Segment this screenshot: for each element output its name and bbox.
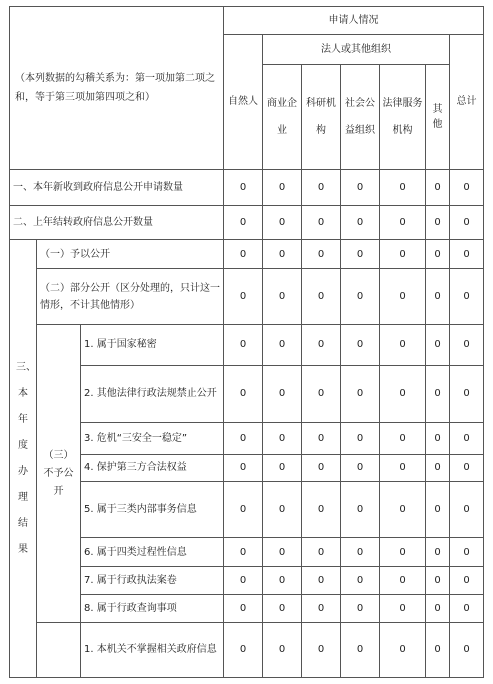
cell-value: 0 [224,325,263,365]
header-note: （本列数据的勾稽关系为：第一项加第二项之和，等于第三项加第四项之和） [10,7,224,170]
cell-value: 0 [450,240,484,269]
table-row [10,622,484,677]
cell-value: 0 [302,422,341,454]
cell-value: 0 [426,422,450,454]
table-row [10,454,484,481]
cell-value: 0 [426,482,450,538]
cell-value: 0 [380,538,426,567]
row-label: 1. 属于国家秘密 [81,325,224,365]
table-row [10,567,484,594]
disclosure-statistics-table [9,6,484,678]
cell-value: 0 [263,365,302,422]
cell-value: 0 [224,482,263,538]
cell-value: 0 [426,365,450,422]
cell-value: 0 [302,622,341,677]
cell-value: 0 [380,169,426,205]
cell-value: 0 [341,538,380,567]
table-row [10,325,484,365]
cell-value: 0 [341,169,380,205]
cell-value: 0 [380,205,426,239]
cell-value: 0 [380,422,426,454]
cell-value: 0 [341,622,380,677]
cell-value: 0 [450,538,484,567]
cell-value: 0 [426,205,450,239]
cell-value: 0 [302,594,341,622]
cell-value: 0 [224,538,263,567]
cell-value: 0 [224,594,263,622]
row-label: 6. 属于四类过程性信息 [81,538,224,567]
cell-value: 0 [263,422,302,454]
cell-value: 0 [341,594,380,622]
cell-value: 0 [302,240,341,269]
cell-value: 0 [341,482,380,538]
cell-value: 0 [341,422,380,454]
table-row [10,482,484,538]
cell-value: 0 [224,622,263,677]
header-commercial: 商业企业 [263,65,302,169]
cell-value: 0 [426,269,450,325]
cell-value: 0 [450,365,484,422]
table-row [10,422,484,454]
cell-value: 0 [224,365,263,422]
cell-value: 0 [302,538,341,567]
row-label: （一）予以公开 [37,240,224,269]
row-label: （二）部分公开（区分处理的，只计这一情形，不计其他情形） [37,269,224,325]
row-label: 1. 本机关不掌握相关政府信息 [81,622,224,677]
cell-value: 0 [302,325,341,365]
row-label: 2. 其他法律行政法规禁止公开 [81,365,224,422]
cell-value: 0 [263,205,302,239]
cell-value: 0 [380,622,426,677]
row-label: 一、本年新收到政府信息公开申请数量 [10,169,224,205]
cell-value: 0 [450,269,484,325]
cell-value: 0 [224,422,263,454]
cell-value: 0 [450,325,484,365]
cell-value: 0 [426,594,450,622]
cell-value: 0 [450,169,484,205]
cell-value: 0 [224,269,263,325]
cell-value: 0 [341,567,380,594]
cell-value: 0 [224,240,263,269]
cell-value: 0 [341,205,380,239]
cell-value: 0 [224,567,263,594]
cell-value: 0 [450,422,484,454]
cell-value: 0 [426,567,450,594]
cell-value: 0 [380,567,426,594]
table-row [10,240,484,269]
cell-value: 0 [302,454,341,481]
cell-value: 0 [450,622,484,677]
cell-value: 0 [380,594,426,622]
cell-value: 0 [263,567,302,594]
table-row [10,365,484,422]
cell-value: 0 [426,325,450,365]
cell-value: 0 [302,567,341,594]
cell-value: 0 [380,325,426,365]
header-other: 其他 [426,65,450,169]
table-row [10,538,484,567]
cell-value: 0 [450,567,484,594]
header-applicant: 申请人情况 [224,7,484,35]
cell-value: 0 [224,454,263,481]
cell-value: 0 [450,594,484,622]
cell-value: 0 [450,454,484,481]
header-natural-person: 自然人 [224,35,263,170]
cell-value: 0 [341,325,380,365]
cell-value: 0 [450,205,484,239]
cell-value: 0 [263,269,302,325]
cell-value: 0 [426,169,450,205]
cell-value: 0 [302,482,341,538]
table-row [10,169,484,205]
cell-value: 0 [380,365,426,422]
cell-value: 0 [302,365,341,422]
header-research: 科研机构 [302,65,341,169]
cell-value: 0 [263,622,302,677]
subsection-3c-label: （三）不予公开 [37,325,81,622]
cell-value: 0 [380,269,426,325]
cell-value: 0 [224,205,263,239]
cell-value: 0 [263,325,302,365]
cell-value: 0 [426,240,450,269]
header-legal-entities: 法人或其他组织 [263,35,450,65]
cell-value: 0 [263,169,302,205]
cell-value: 0 [426,622,450,677]
cell-value: 0 [341,365,380,422]
row-label: 二、上年结转政府信息公开数量 [10,205,224,239]
cell-value: 0 [263,538,302,567]
cell-value: 0 [341,269,380,325]
cell-value: 0 [426,538,450,567]
cell-value: 0 [263,454,302,481]
row-label: 7. 属于行政执法案卷 [81,567,224,594]
table-row [10,205,484,239]
cell-value: 0 [341,240,380,269]
row-label: 4. 保护第三方合法权益 [81,454,224,481]
cell-value: 0 [450,482,484,538]
cell-value: 0 [380,482,426,538]
section-3-label: 三、本年度办理结果 [10,240,37,678]
cell-value: 0 [302,205,341,239]
cell-value: 0 [380,240,426,269]
table-row [10,594,484,622]
header-total: 总计 [450,35,484,170]
row-label: 3. 危机“三安全一稳定” [81,422,224,454]
table-row [10,269,484,325]
header-legal-service: 法律服务机构 [380,65,426,169]
cell-value: 0 [302,169,341,205]
cell-value: 0 [263,594,302,622]
header-social: 社会公益组织 [341,65,380,169]
subsection-3d-label [37,622,81,677]
cell-value: 0 [224,169,263,205]
cell-value: 0 [263,240,302,269]
cell-value: 0 [380,454,426,481]
row-label: 5. 属于三类内部事务信息 [81,482,224,538]
cell-value: 0 [302,269,341,325]
cell-value: 0 [341,454,380,481]
cell-value: 0 [426,454,450,481]
row-label: 8. 属于行政查询事项 [81,594,224,622]
cell-value: 0 [263,482,302,538]
